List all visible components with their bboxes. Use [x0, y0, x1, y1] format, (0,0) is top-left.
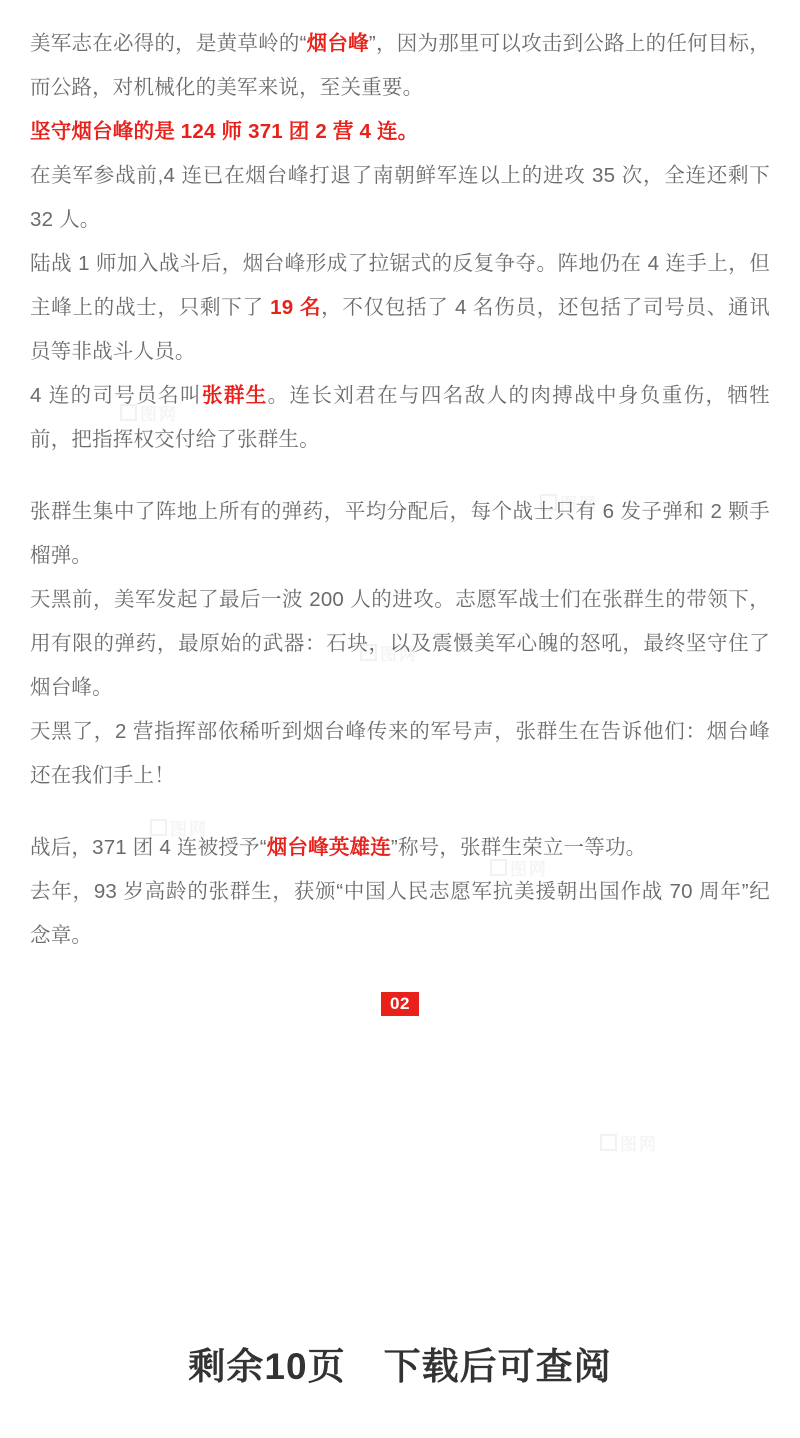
highlighted-text: 19 名 [270, 296, 322, 319]
text-run: 天黑了，2 营指挥部依稀听到烟台峰传来的军号声，张群生在告诉他们：烟台峰还在我们手上！ [30, 720, 770, 787]
paragraph [30, 870, 770, 958]
text-run: 战后，371 团 4 连被授予“ [30, 836, 267, 859]
text-run: 美军志在必得的，是黄草岭的“ [30, 32, 307, 55]
text-run: 去年，93 岁高龄的张群生，获颁“中国人民志愿军抗美援朝出国作战 70 周年”纪念章。 [30, 880, 770, 947]
text-run: ，不仅包括了 4 名伤员，还包括了司号员、通讯员等非战斗人员。 [30, 296, 770, 363]
text-run: 坚守烟台峰的是 124 师 371 团 2 营 4 连。 [30, 120, 419, 143]
highlighted-text: 烟台峰 [306, 32, 369, 55]
highlighted-text: 张群生 [201, 384, 268, 407]
paragraph [30, 578, 770, 710]
download-footer[interactable] [0, 1288, 800, 1438]
text-run: 张群生集中了阵地上所有的弹药，平均分配后，每个战士只有 6 发子弹和 2 颗手榴弹。 [30, 500, 770, 567]
paragraph [30, 154, 770, 242]
remaining-pages-label: 剩余10页 下载后可查阅 [188, 1346, 612, 1387]
text-run: 4 连的司号员名叫 [30, 384, 202, 407]
paragraph [30, 110, 770, 154]
text-run: ”，因为那里可以攻击到公路上的任何目标，而公路，对机械化的美军来说，至关重要。 [30, 32, 770, 99]
page-number-badge: 02 [381, 992, 419, 1016]
paragraph [30, 826, 770, 870]
text-run: 陆战 1 师加入战斗后，烟台峰形成了拉锯式的反复争夺。阵地仍在 4 连手上，但主峰上的战士，只剩下了 [30, 252, 770, 319]
highlighted-text: 烟台峰英雄连 [266, 836, 391, 859]
text-run: ”称号，张群生荣立一等功。 [390, 836, 647, 859]
paragraph [30, 242, 770, 374]
text-run: 在美军参战前,4 连已在烟台峰打退了南朝鲜军连以上的进攻 35 次，全连还剩下 32 人。 [30, 164, 770, 231]
paragraph [30, 710, 770, 798]
paragraph [30, 22, 770, 110]
paragraph [30, 374, 770, 462]
watermark [600, 1130, 658, 1155]
text-run: 。连长刘君在与四名敌人的肉搏战中身负重伤，牺牲前，把指挥权交付给了张群生。 [30, 384, 770, 451]
article-body [30, 22, 770, 958]
paragraph-gap [30, 462, 770, 490]
page-number-wrap [30, 992, 770, 1016]
text-run: 天黑前，美军发起了最后一波 200 人的进攻。志愿军战士们在张群生的带领下，用有限的弹药，最原始的武器：石块，以及震慑美军心魄的怒吼，最终坚守住了烟台峰。 [30, 588, 770, 699]
paragraph [30, 490, 770, 578]
paragraph-gap [30, 798, 770, 826]
